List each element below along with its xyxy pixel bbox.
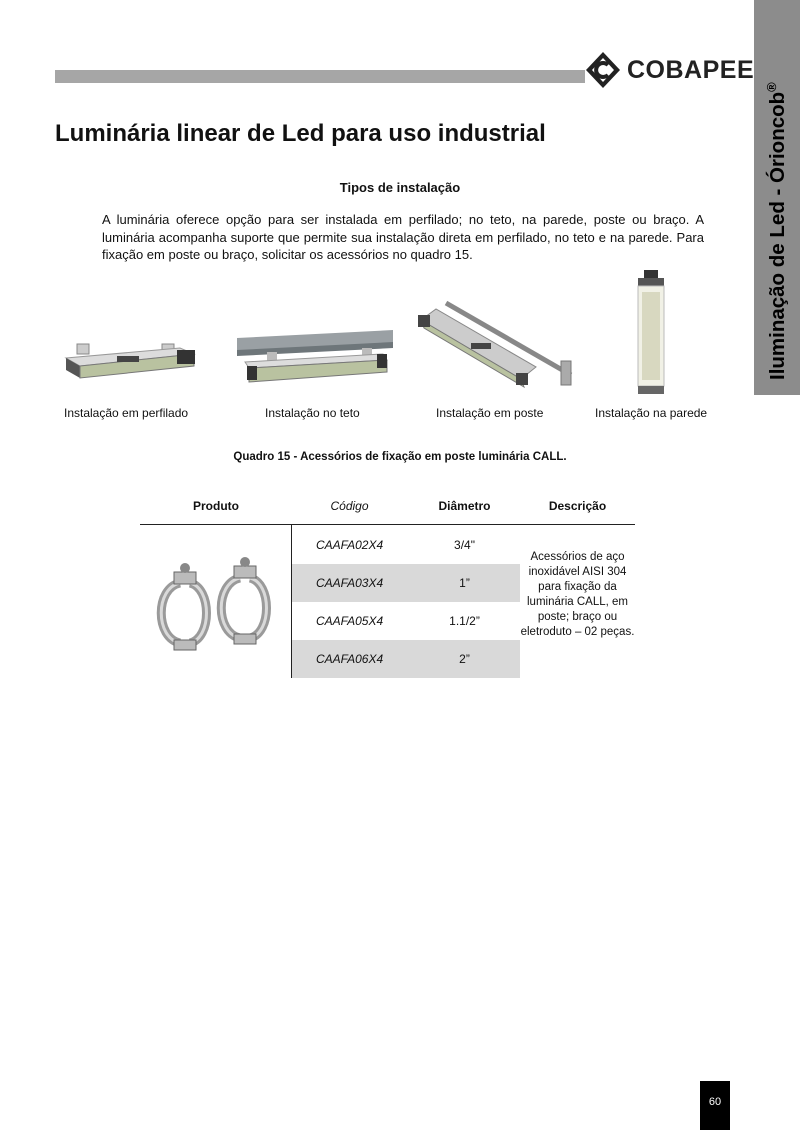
diameter-cell: 1” — [459, 576, 470, 590]
header-codigo: Código — [330, 499, 369, 513]
diameter-cell: 1.1/2” — [449, 614, 480, 628]
section-heading: Tipos de instalação — [339, 180, 461, 195]
brand-name: COBAPEE — [627, 55, 755, 84]
code-cell: CAAFA02X4 — [316, 538, 384, 552]
cobapee-logo — [583, 50, 754, 90]
table-row — [292, 564, 520, 602]
table-row — [292, 640, 520, 678]
caption-teto: Instalação no teto — [265, 406, 360, 420]
code-cell: CAAFA05X4 — [316, 614, 384, 628]
diameter-cell: 3/4" — [454, 538, 475, 552]
luminaire-teto-image — [237, 328, 395, 388]
diameter-cell: 2” — [459, 652, 470, 666]
side-title: Iluminação de Led - Órioncob® — [764, 82, 789, 380]
page-title: Luminária linear de Led para uso industrial — [55, 120, 546, 147]
table-row — [292, 526, 520, 564]
header-bar — [55, 70, 585, 83]
table-row — [292, 602, 520, 640]
header-diametro: Diâmetro — [438, 499, 491, 513]
code-cell: CAAFA03X4 — [316, 576, 384, 590]
caption-perfilado: Instalação em perfilado — [64, 406, 189, 420]
page-number: 60 — [700, 1081, 730, 1130]
intro-paragraph: A luminária oferece opção para ser instalada em perfilado; no teto, na parede, poste ou braço. A luminária acompanha suporte que permite sua instalação direta em perfilado, no teto e na parede. Para fixação em poste ou braço, solicitar os acessórios no quadro 15. — [102, 212, 704, 262]
caption-parede: Instalação na parede — [595, 406, 708, 420]
cobapee-logo-icon — [583, 50, 623, 90]
pole-clamp-image — [150, 548, 285, 658]
table-header-rule — [140, 524, 635, 525]
description-cell: Acessórios de aço inoxidável AISI 304 para fixação da luminária CALL, em poste; braço ou eletroduto – 02 peças. — [520, 551, 635, 638]
luminaire-poste-image — [416, 295, 576, 390]
luminaire-parede-image — [636, 270, 666, 395]
code-cell: CAAFA06X4 — [316, 652, 384, 666]
luminaire-perfilado-image — [62, 340, 197, 385]
caption-poste: Instalação em poste — [436, 406, 544, 420]
header-descricao: Descrição — [548, 499, 607, 513]
table-title: Quadro 15 - Acessórios de fixação em poste luminária CALL. — [233, 451, 567, 463]
header-produto: Produto — [193, 499, 239, 513]
